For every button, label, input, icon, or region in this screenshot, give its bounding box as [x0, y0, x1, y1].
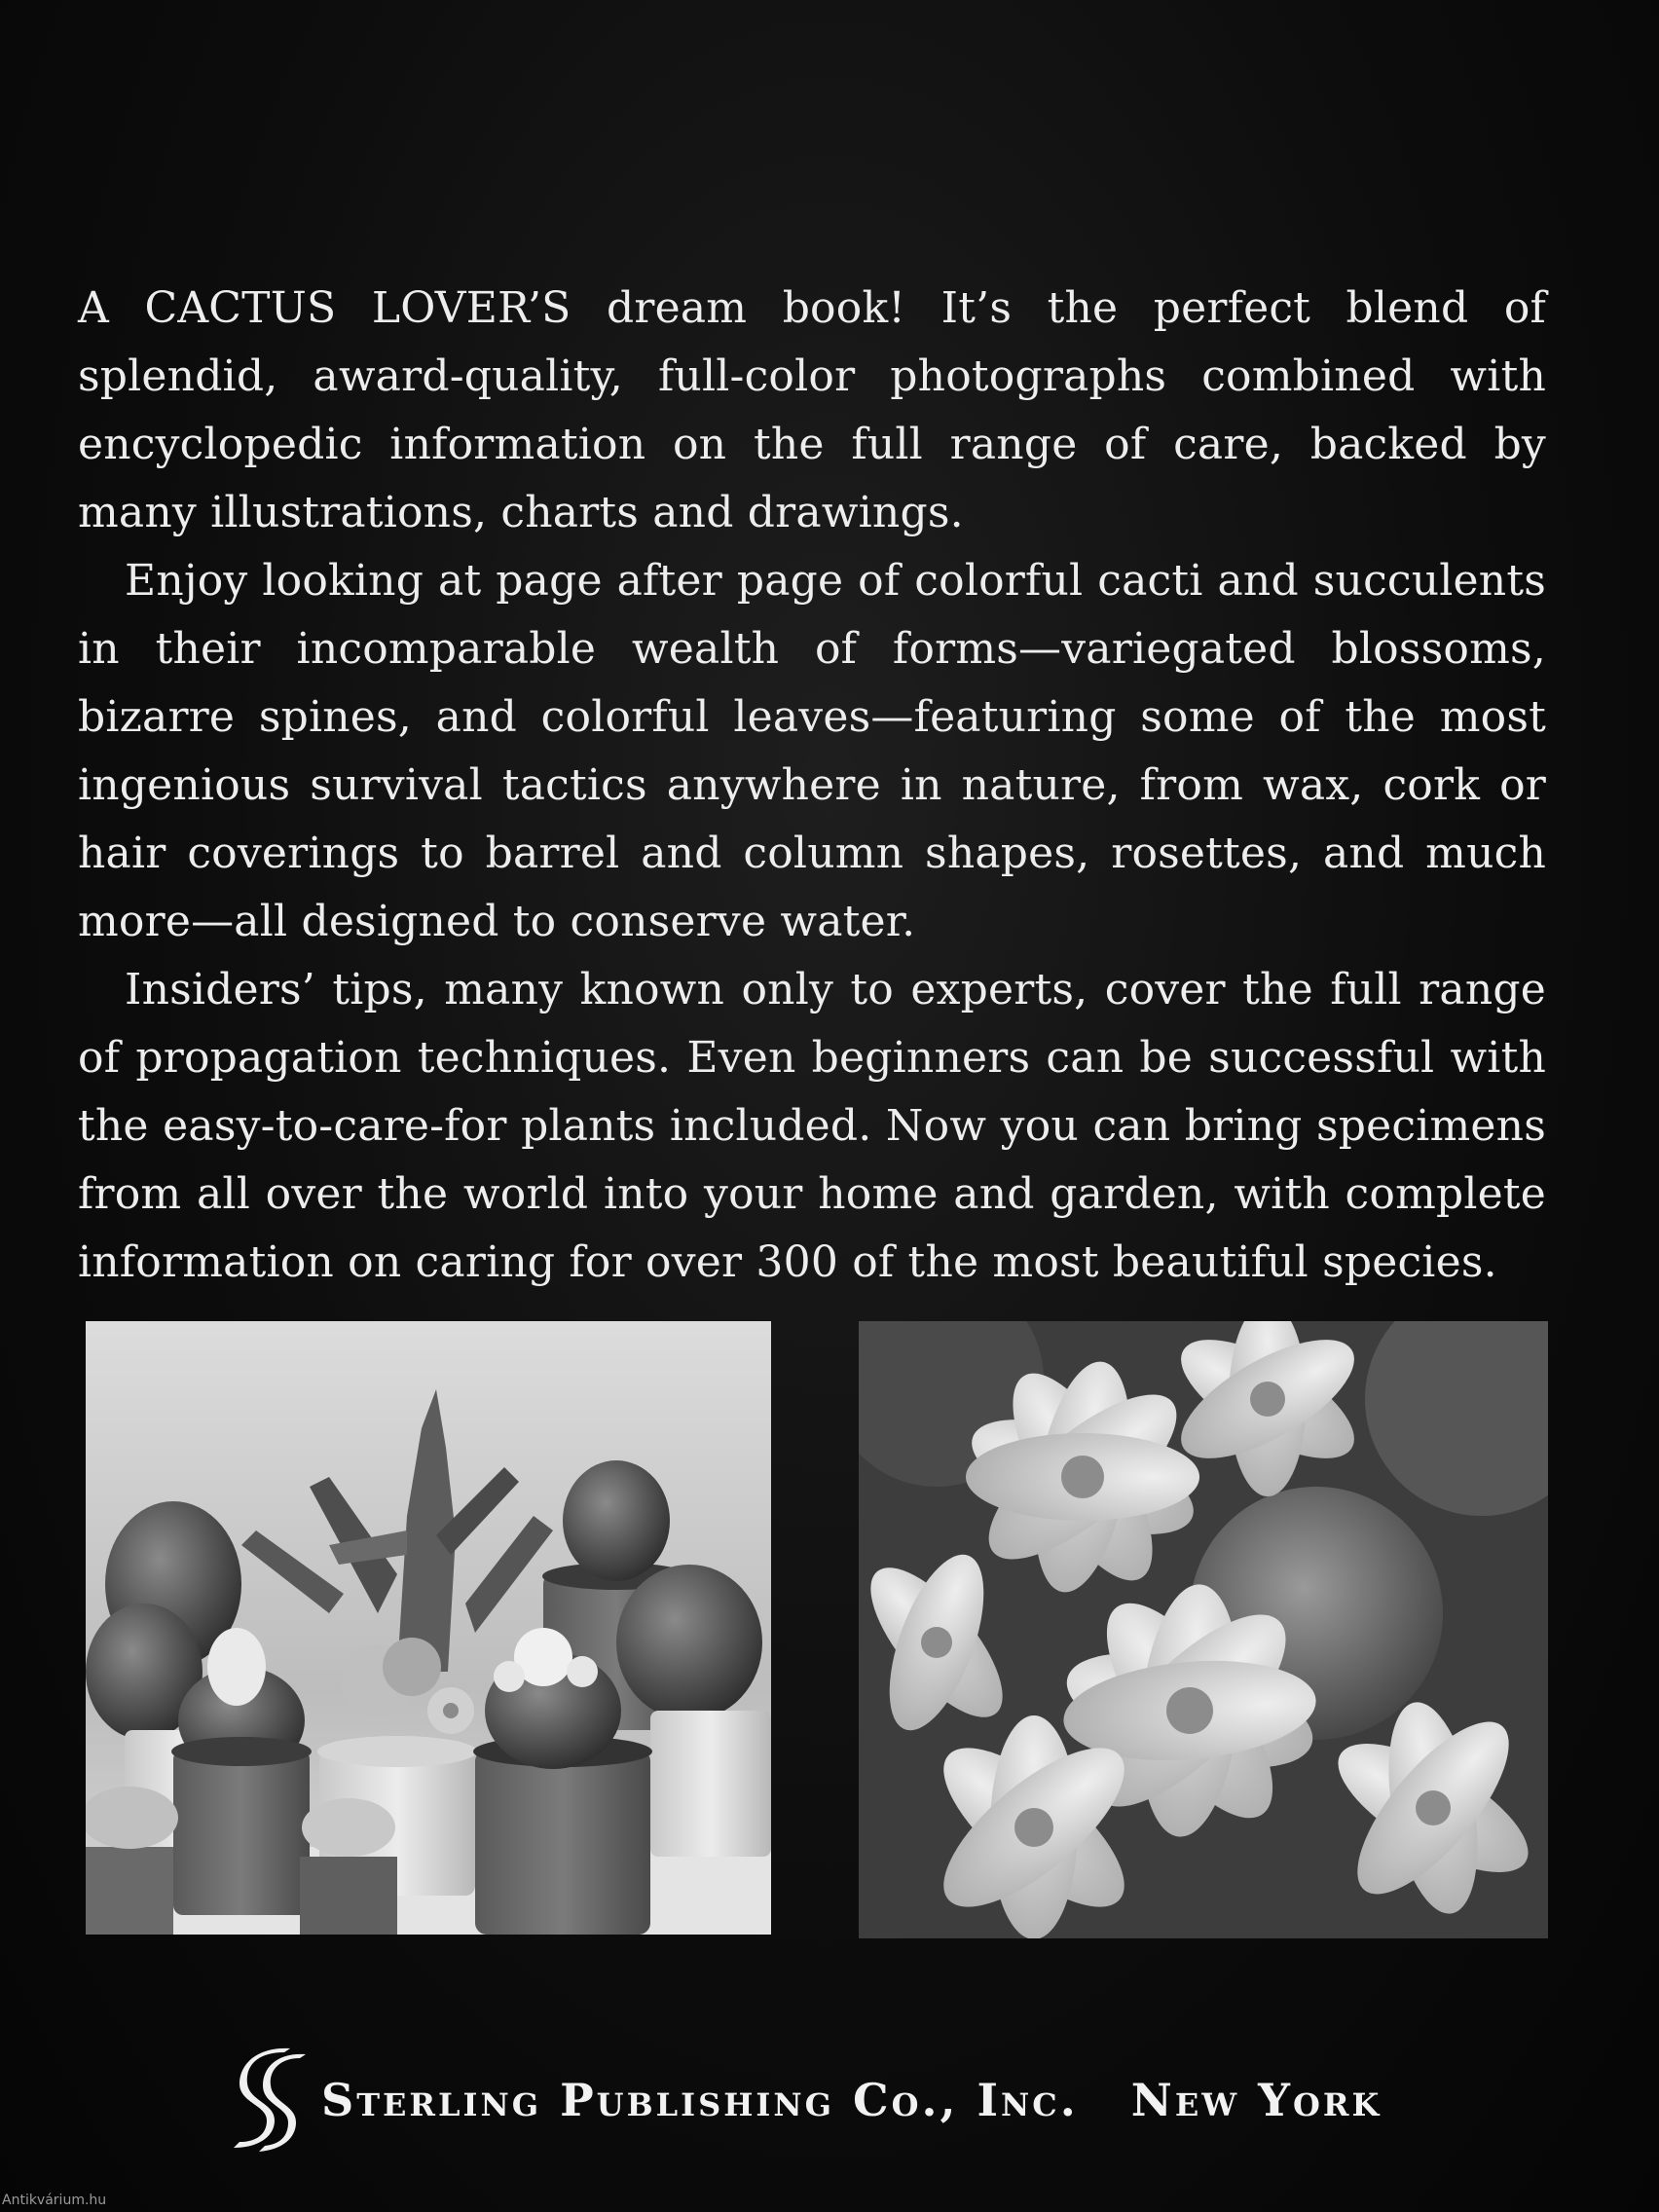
blurb-paragraph-1: A CACTUS LOVER’S dream book! It’s the perfect blend of splendid, award-quality, full-color photographs combined with encyclopedic information on the full range of care, backed by many illustrations, charts and drawings. [78, 283, 1546, 537]
cactus-flowers-image [859, 1321, 1548, 1938]
watermark-text: Antikvárium.hu [2, 2193, 107, 2208]
publisher-name: Sterling Publishing Co., Inc. [321, 2074, 1079, 2126]
blurb-paragraph-3: Insiders’ tips, many known only to experts, cover the full range of propagation techniques. Even beginners can be successful with the easy-to-care-for plants included. Now you can bring specimens from all over the world into your home and garden, with complete information on caring for over 300 of the most beautiful species. [78, 965, 1546, 1287]
potted-cacti-photo [86, 1321, 771, 1935]
cactus-flowers-photo [859, 1321, 1548, 1938]
potted-cacti-image [86, 1321, 771, 1935]
back-cover-blurb [78, 275, 1546, 1297]
blurb-paragraph-2: Enjoy looking at page after page of colorful cacti and succulents in their incomparable wealth of forms—variegated blossoms, bizarre spines, and colorful leaves—featuring some of the most ingenious survival tactics anywhere in nature, from wax, cork or hair coverings to barrel and column shapes, rosettes, and much more—all designed to conserve water. [78, 556, 1546, 946]
sterling-s-logo-icon [226, 2046, 306, 2154]
publisher-imprint [226, 2046, 1382, 2154]
publisher-city: New York [1130, 2074, 1382, 2126]
